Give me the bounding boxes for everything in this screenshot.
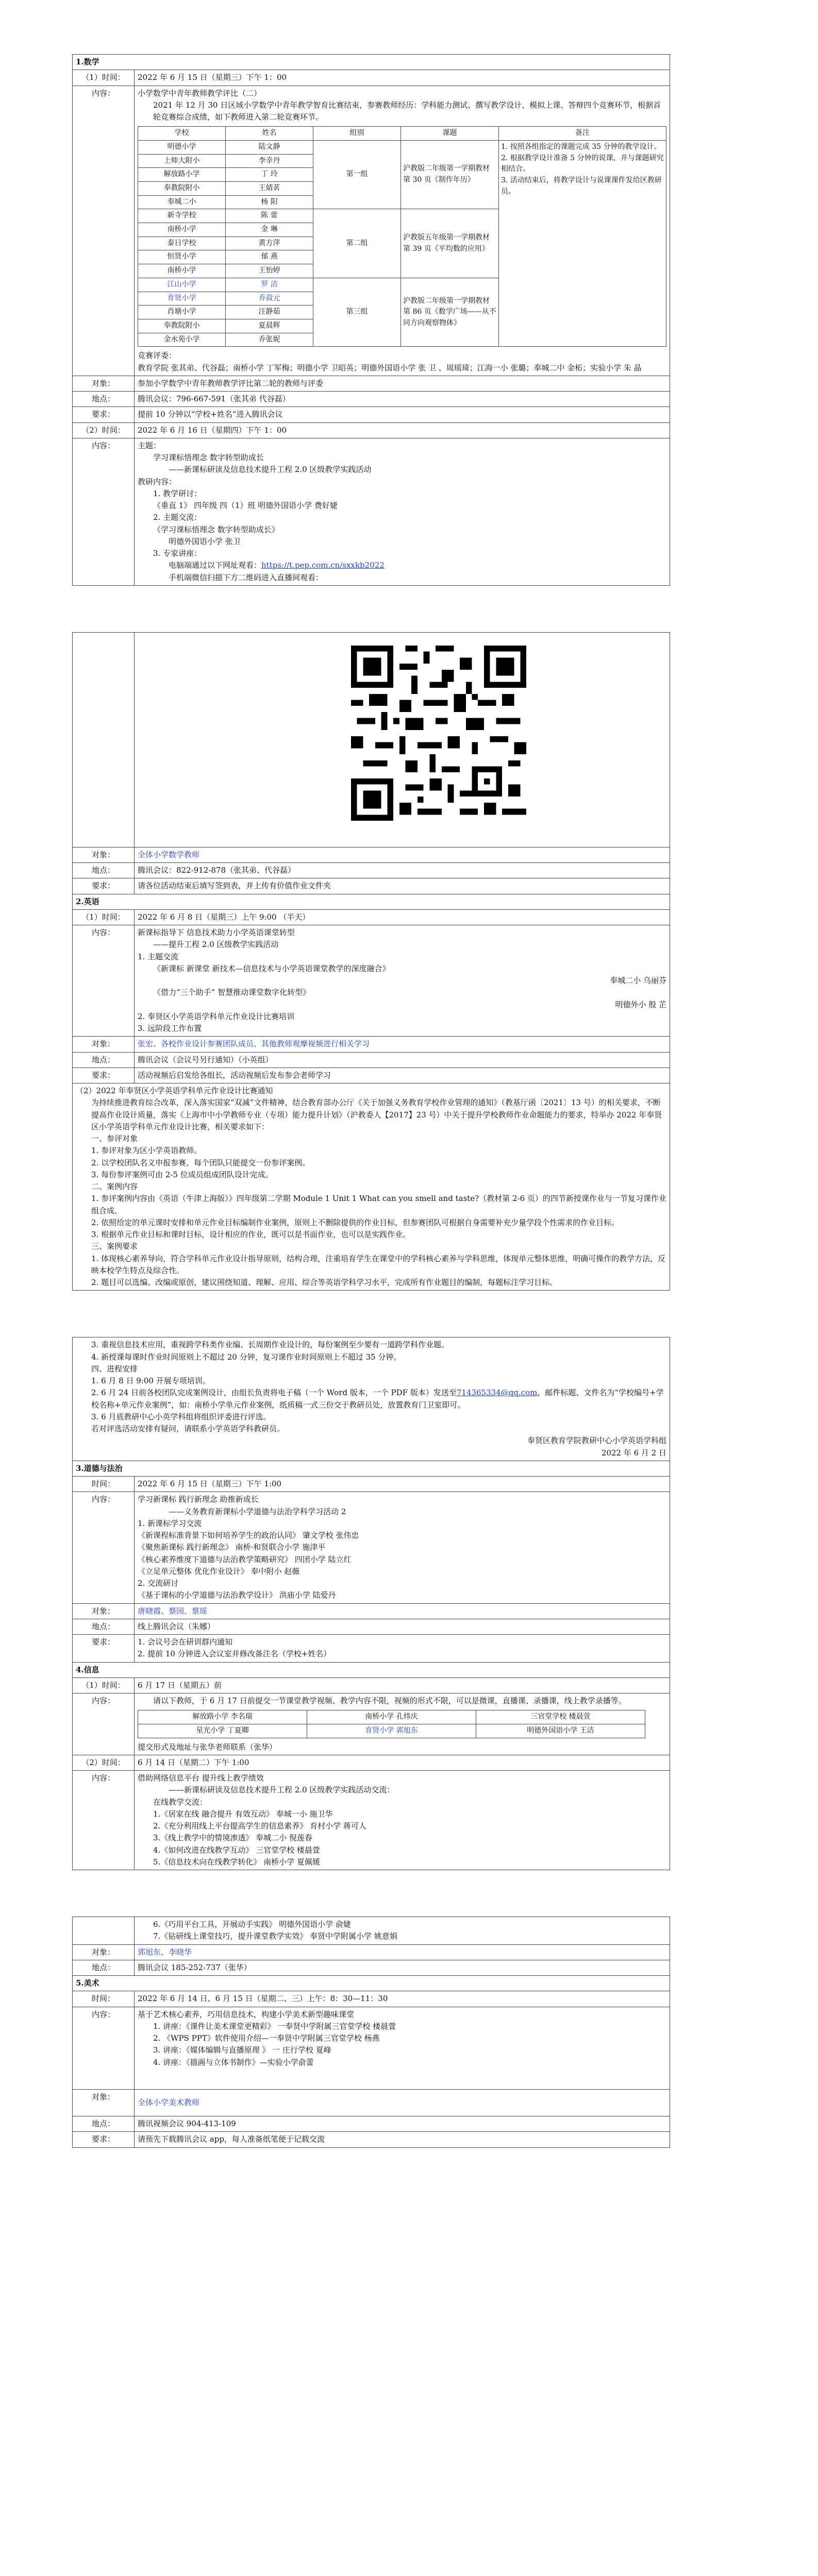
content-line: 《聚焦新课标 践行新理念》 南桥·和贤联合小学 施津平 [138,1543,326,1552]
teacher-cell: 三官堂学校 楼晨萱 [476,1710,645,1724]
content-line: 6.《巧用平台工具，开展动手实践》 明德外国语小学 俞婕 [153,1920,351,1929]
content-line: 提交形式及地址与张华老师联系（张华） [138,1742,277,1752]
content-line: 借助网络信息平台 提升线上教学绩效 [138,1773,264,1783]
english-event2-notice-continued [73,1337,670,1461]
intro-text: 2021 年 12 月 30 日区域小学数学中青年教学智育比赛结束，参赛教师经历：学科能力测试、撰写教学设计、模拟上课、答辩四个竞赛环节，根据首轮竞赛综合成绩，如下教师进入第二轮竞赛环节。 [153,100,661,122]
school-cell: 恒贤小学 [138,250,226,264]
school-cell: 上师大附小 [138,154,226,168]
name-cell: 李幸丹 [226,154,313,168]
content-line: 1. 讲座：《课件让美术课堂更精彩》 一奉贤中学附属三官堂学校 楼晨萱 [153,2021,396,2031]
content-line: 5.《信息技术向在线教学转化》 南桥小学 夏佩媛 [153,1857,320,1867]
empty-label [73,632,135,847]
notice-line: 4. 新授课每课时作业时间原则上不超过 20 分钟，复习课作业时间原则上不超过 35 分钟。 [91,1352,402,1362]
teacher-table [138,1710,645,1738]
it-event1-time: 6 月 17 日（星期五）前 [135,1677,670,1693]
table-header-row [138,127,666,141]
content-line: 2. 奉贤区小学英语学科单元作业设计比赛培训 [138,1011,295,1021]
label: 地点： [73,1619,135,1634]
label: 内容： [73,438,135,585]
school-cell: 金水苑小学 [138,333,226,347]
header-cell: 学校 [138,127,226,141]
content-line: 2.《充分利用线上平台提高学生的信息素养》 育村小学 蒋可人 [153,1821,366,1831]
math-event1-object: 参加小学数学中青年教师教学评比第二轮的教师与评委 [135,376,670,391]
teacher-cell: 南桥小学 孔炜庆 [307,1710,476,1724]
notice-line: 1. 参评对象为区小学英语教师。 [91,1146,202,1156]
table-row [138,1710,645,1724]
it-event2-time: 6 月 14 日（星期二）下午 1:00 [135,1755,670,1770]
item-heading: 2. 主题交流： [153,513,202,522]
math-event2-requirement: 请各位活动结束后填写签到表，并上传有价值作业文件夹 [135,878,670,894]
qr-cell [135,632,670,847]
art-object: 全体小学美术教师 [135,2089,670,2116]
art-location: 腾讯视频会议 904-413-109 [135,2116,670,2132]
name-cell: 乔张妮 [226,333,313,347]
name-cell: 陈 蕾 [226,209,313,223]
notice-line: 3. 重视信息技术应用，重视跨学科类作业编、长周期作业设计的，每份案例至少要有一道跨学科作业题。 [91,1340,449,1350]
content-line: 《新课标 新课堂 新技术—信息技术与小学英语课堂教学的深度融合》 [153,963,390,973]
name-cell: 汪静茹 [226,306,313,319]
name-cell: 金 琳 [226,223,313,237]
content-line: 《立足单元整体 优化作业设计》 奉中附小 赵薇 [138,1566,300,1576]
school-cell: 奉教院附小 [138,182,226,196]
topic-cell: 沪教版二年级第一学期教材第 30 页《制作年历》 [401,140,499,209]
label: （1）时间： [73,70,135,86]
label: 内容： [73,925,135,1037]
label: （1）时间： [73,1677,135,1693]
theme-label: 主题： [138,440,161,450]
math-event2-time: 2022 年 6 月 16 日（星期四）下午 1：00 [135,422,670,438]
signature-org: 奉贤区教育学院教研中心小学英语学科组 [527,1436,666,1446]
content-line: ——新课标研读及信息技术提升工程 2.0 区级教学实践活动交流： [169,1785,395,1795]
label: 内容： [73,1771,135,1870]
art-section-title: 5.美术 [73,1976,670,1991]
teacher-cell: 明德外国语小学 王洁 [476,1724,645,1738]
moral-content [135,1492,670,1603]
school-cell: 新寺学校 [138,209,226,223]
name-cell: 郁 燕 [226,250,313,264]
judges-label: 竞赛评委： [138,351,177,361]
notice-line: 2. 6 月 24 日前各校团队完成案例设计，由组长负责将电子稿（一个 Word 版本，一个 PDF 版本）发送至 [91,1388,457,1398]
content-line: 学习新课标 践行新理念 助推新成长 [138,1495,259,1504]
speaker-line: 明德外小 殷 芷 [615,999,666,1009]
moral-time: 2022 年 6 月 15 日（星期三）下午 1:00 [135,1477,670,1492]
school-cell: 解放路小学 [138,168,226,182]
label: （2）时间： [73,1755,135,1770]
group-cell: 第三组 [313,278,401,346]
talk-speaker: 明德外国语小学 张卫 [169,536,241,546]
notice-heading: 四、进程安排 [91,1364,138,1374]
name-cell: 杨 阳 [226,195,313,209]
notice-line: 1. 体现核心素养导向，符合学科单元作业设计指导原则，结构合理，注重培育学生在课堂中的学科核心素养与学科思维，体现单元整体思维，明确可操作的教学方法，反映本校学生特点及综合性。 [91,1253,666,1275]
theme-subtitle: ——新课标研读及信息技术提升工程 2.0 区级教学实践活动 [169,465,372,474]
moral-location: 线上腾讯会议（朱娜） [135,1619,670,1634]
math-event1-requirement: 提前 10 分钟以“学校+姓名”进入腾讯会议 [135,407,670,422]
name-cell: 王怡婷 [226,264,313,278]
math-event2-object: 全体小学数学教师 [135,847,670,862]
english-event1-content [135,925,670,1037]
label: 地点： [73,2116,135,2132]
label: 对象： [73,1037,135,1052]
math-section-title: 1.数学 [73,55,670,70]
notice-line: 1. 参评案例内容由《英语（牛津上海版）》四年级第二学期 Module 1 Unit 1 What can you smell and taste?（教材第 2-6 页）的四节新授课作业与一节复习课作业组合成。 [91,1194,666,1215]
art-requirement: 请预先下载腾讯会议 app，每人准备纸笔便于记载交流 [135,2132,670,2147]
it-event2-location: 腾讯会议 185-252-737（张华） [135,1960,670,1975]
name-cell: 黄方萍 [226,236,313,250]
label: 要求： [73,2132,135,2147]
english-event1-object: 张宏、各校作业设计参赛团队成员、其他教师观摩视频进行相关学习 [135,1037,670,1052]
page-break [72,586,670,632]
document [72,54,670,2148]
page-break [72,1870,670,1917]
content-line: 在线教学交流： [153,1797,208,1807]
label: （2）时间： [73,422,135,438]
lecture-link[interactable]: https://t.pep.com.cn/sxxkb2022 [261,561,385,570]
school-cell: 肖塘小学 [138,306,226,319]
group-cell: 第二组 [313,209,401,278]
label: 地点： [73,1960,135,1975]
notice-line: 若对评选活动安排有疑问，请联系小学英语学科教研员。 [91,1424,285,1433]
notice-line: 2. 题目可以选编、改编或原创，建议围绕知道、理解、应用、综合等英语学科学习水平，完成所有作业题目的编制，每题标注学习目标。 [91,1278,558,1287]
notice-line: 3. 6 月底教研中心小英学科组将组织评委进行评选。 [91,1412,271,1421]
talk-text: 《学习课标悟理念 数字转型助成长》 [153,524,279,534]
english-section-title: 2.英语 [73,894,670,909]
label: 对象： [73,847,135,862]
content-line: 《核心素养维度下道德与法治教学策略研究》 四团小学 陆立红 [138,1554,352,1564]
judges-text: 教育学院 张其弟、代谷磊；南桥小学 丁军梅；明德小学 卫昭英；明德外国语小学 张 卫 、周瑶琦；江海一小 张璐；奉城二中 金柘；实验小学 朱 晶 [138,363,642,372]
page-break [72,1291,670,1337]
notice-paragraph: 为持续推进教育综合改革，深入落实国家“双减”文件精神，结合教育部办公厅《关于加强义务教育学校作业管理的通知》（教基厅函〔2021〕13 号）的相关要求，不断提高作业设计质量，落实《上海市中小学教师专业（专项）能力提升计划》（沪教委人【2017】23 号）中关于提升学校教师作业命题能力的要求，特举办 2022 年奉贤区小学英语学科单元作业设计比赛，相关要求如下： [91,1098,662,1131]
school-cell: 奉教院附小 [138,319,226,333]
moral-section-title: 3.道德与法治 [73,1461,670,1476]
math-event2-location: 腾讯会议：822-912-878（张其弟、代谷磊） [135,863,670,878]
name-cell: 王婧茗 [226,182,313,196]
name-cell: 夏晨辉 [226,319,313,333]
content-line: 基于艺术核心素养，巧用信息技术，构建小学美术新型趣味课堂 [138,2009,355,2019]
label: 要求： [73,407,135,422]
qr-code-icon[interactable] [351,646,526,821]
speaker-line: 奉城二小 乌丽芬 [610,976,666,985]
it-event1-content [135,1693,670,1755]
notice-title: （2）2022 年奉贤区小学英语学科单元作业设计比赛通知 [76,1086,273,1095]
math-event1-location: 腾讯会议：796-667-591（张其弟 代谷磊） [135,392,670,407]
teacher-cell: 星光小学 丁夏卿 [138,1724,307,1738]
it-event2-object: 郭旭东、李晓华 [135,1944,670,1960]
name-cell: 罗 洁 [226,278,313,292]
math-table [72,54,670,586]
notice-line: ，邮件标题、文件名为“学校编号+学校名称+单元作业案例”，如：南桥小学单元作业案例，纸质稿一式三份交于教研员处，放置教育门卫室即可。 [91,1388,664,1410]
intro-title: 小学数学中青年教师教学评比（二） [138,88,262,98]
label: 内容： [73,2007,135,2089]
label: 要求： [73,1067,135,1083]
content-line: 《借力“三个助手” 智慧推动课堂数字化转型》 [153,988,311,997]
label: 时间： [73,1991,135,2007]
math-table-continued [72,632,670,1291]
english-event1-location: 腾讯会议（会议号另行通知）（小英组） [135,1052,670,1067]
teacher-cell: 解放路小学 李名瑞 [138,1710,307,1724]
table-row [138,1724,645,1738]
header-cell: 组别 [313,127,401,141]
table-row [138,140,666,154]
label: 内容： [73,86,135,376]
item-heading: 3. 专家讲座： [153,549,202,558]
note-cell: 1. 按照各组指定的课题完成 35 分钟的教学设计。 2. 根据教学设计准备 5 分钟的说课，并与课题研究相结合。 3. 活动结束后，将教学设计与说课课件发给区教研员。 [499,140,666,346]
math-event1-time: 2022 年 6 月 15 日（星期三）下午 1：00 [135,70,670,86]
email-link[interactable]: 714365334@qq.com [456,1388,538,1398]
teacher-cell: 育贤小学 郭旭东 [307,1724,476,1738]
english-event1-time: 2022 年 6 月 8 日（星期三）上午 9:00 （半天） [135,909,670,925]
label: 地点： [73,392,135,407]
notice-line: 2. 依照给定的单元课时安排和单元作业目标编制作业案例，原则上不删除提供的作业目标，但参赛团队可根据自身需要补充少量学段个性需求的作业目标。 [91,1217,620,1227]
english-event1-requirement: 活动视频后启发给各组长，活动视频后发布参会老师学习 [135,1067,670,1083]
group-cell: 第一组 [313,140,401,209]
flow-label: 教研内容： [138,477,177,486]
moral-object: 唐晓霞、蔡园、蔡瑶 [135,1603,670,1619]
header-cell: 课题 [401,127,499,141]
topic-cell: 沪教版五年级第一学期教材第 39 页《平均数的应用》 [401,209,499,278]
lecture-text: 电脑端通过以下网址观看： [169,561,262,570]
lesson-text: 《垂直 1》 四年级 四（1）班 明德外国语小学 费好婕 [153,501,338,510]
label: 地点： [73,863,135,878]
requirement-line: 2. 提前 10 分钟进入会议室并修改备注名（学校+姓名） [138,1649,331,1659]
empty-label [73,1917,135,1945]
item-heading: 1. 教学研讨： [153,488,202,498]
art-content [135,2007,670,2089]
school-cell: 育贤小学 [138,292,226,306]
english-table-continued [72,1337,670,1870]
school-cell: 明德小学 [138,140,226,154]
math-event1-content [135,86,670,376]
content-line: ——义务教育新课标小学道德与法治学科学习活动 2 [169,1506,346,1516]
content-line: 1. 新课标学习交流 [138,1518,202,1528]
content-line: 新课标指导下 信息技术助力小学英语课堂转型 [138,928,295,937]
it-section-title: 4.信息 [73,1662,670,1677]
school-cell: 奉城二小 [138,195,226,209]
content-line: 2. 交流研讨 [138,1579,179,1588]
label: 内容： [73,1492,135,1603]
competition-table [138,126,666,347]
signature-date: 2022 年 6 月 2 日 [601,1448,666,1458]
content-line: 《基于课标的小学道德与法治教学设计》 洪庙小学 陆爱丹 [138,1590,336,1600]
art-time: 2022 年 6 月 14 日、6 月 15 日（星期二、三）上午：8：30—11：30 [135,1991,670,2007]
lecture-qr-text: 手机端微信扫描下方二维码进入直播间观看： [169,572,324,582]
label: 时间： [73,1477,135,1492]
content-line: ——提升工程 2.0 区级教学实践活动 [153,940,279,950]
header-cell: 姓名 [226,127,313,141]
label: 对象： [73,1944,135,1960]
label: 要求： [73,878,135,894]
content-line: 7.《钻研线上课堂技巧，提升课堂教学实效》 奉贤中学附属小学 姚意娟 [153,1931,397,1941]
content-line: 3. 讲座：《媒体编辑与直播原理 》 一 庄行学校 夏峰 [153,2045,331,2055]
school-cell: 南桥小学 [138,223,226,237]
school-cell: 南桥小学 [138,264,226,278]
school-cell: 江山小学 [138,278,226,292]
content-line: 3. 远阶段工作布置 [138,1024,202,1033]
notice-line: 3. 根据单元作业目标和课时目标，设计相应的作业，既可以是书面作业，也可以是实践作业。 [91,1230,411,1239]
school-cell: 泰日学校 [138,236,226,250]
label: 要求： [73,1635,135,1663]
content-line: 请以下教师，于 6 月 17 日前提交一节课堂教学视频、教学内容不限，视频的形式不限，可以是微课，直播课、录播课，线上教学录播等。 [153,1696,626,1705]
it-table-continued [72,1917,670,2148]
content-line: 4. 讲座：《描画与立体书制作》—实验小学俞蕾 [153,2057,314,2067]
name-cell: 陆文静 [226,140,313,154]
name-cell: 乔菽元 [226,292,313,306]
name-cell: 丁 玲 [226,168,313,182]
notice-line: 1. 6 月 8 日 9:00 开展专项培训。 [91,1376,210,1385]
content-line: 3.《线上教学中的情境渗透》 奉城二小 倪莲春 [153,1833,312,1843]
notice-heading: 一、参评对象 [91,1134,138,1143]
notice-line: 2. 以学校团队名义申报参赛，每个团队只能提交一份参评案例。 [91,1158,310,1167]
it-event2-content-continued [135,1917,670,1945]
notice-heading: 三、案例要求 [91,1242,138,1251]
notice-line: 3. 每份参评案例可由 2-5 位成员组成团队设计完成。 [91,1170,273,1179]
theme-text: 学习课标悟理念 数字转型助成长 [153,453,264,462]
requirement-line: 1. 会议号会在研训群内通知 [138,1637,233,1647]
it-event2-content [135,1771,670,1870]
label: 对象： [73,376,135,391]
content-line: 4.《如何改进在线教学互动》 三官堂学校 楼晨萱 [153,1845,320,1855]
math-event2-content [135,438,670,585]
label: 地点： [73,1052,135,1067]
content-line: 《新课程标准背景下如何培养学生的政治认同》 肇文学校 张伟忠 [138,1531,359,1540]
topic-cell: 沪教版二年级第一学期教材第 86 页《数学广场——从不同方向观察物体》 [401,278,499,346]
content-line: 2. 《WPS PPT》软件使用介绍—一奉贤中学附属三官堂学校 杨燕 [153,2033,380,2043]
label: 对象： [73,2089,135,2116]
label: （1）时间： [73,909,135,925]
label: 对象： [73,1603,135,1619]
content-line: 1. 主题交流 [138,952,179,961]
english-event2-notice [73,1083,670,1291]
notice-heading: 二、案例内容 [91,1182,138,1191]
label: 内容： [73,1693,135,1755]
moral-requirement [135,1635,670,1663]
content-line: 1.《居家在线 融合提升 有效互动》 奉城一小 施卫华 [153,1809,333,1819]
header-cell: 备注 [499,127,666,141]
